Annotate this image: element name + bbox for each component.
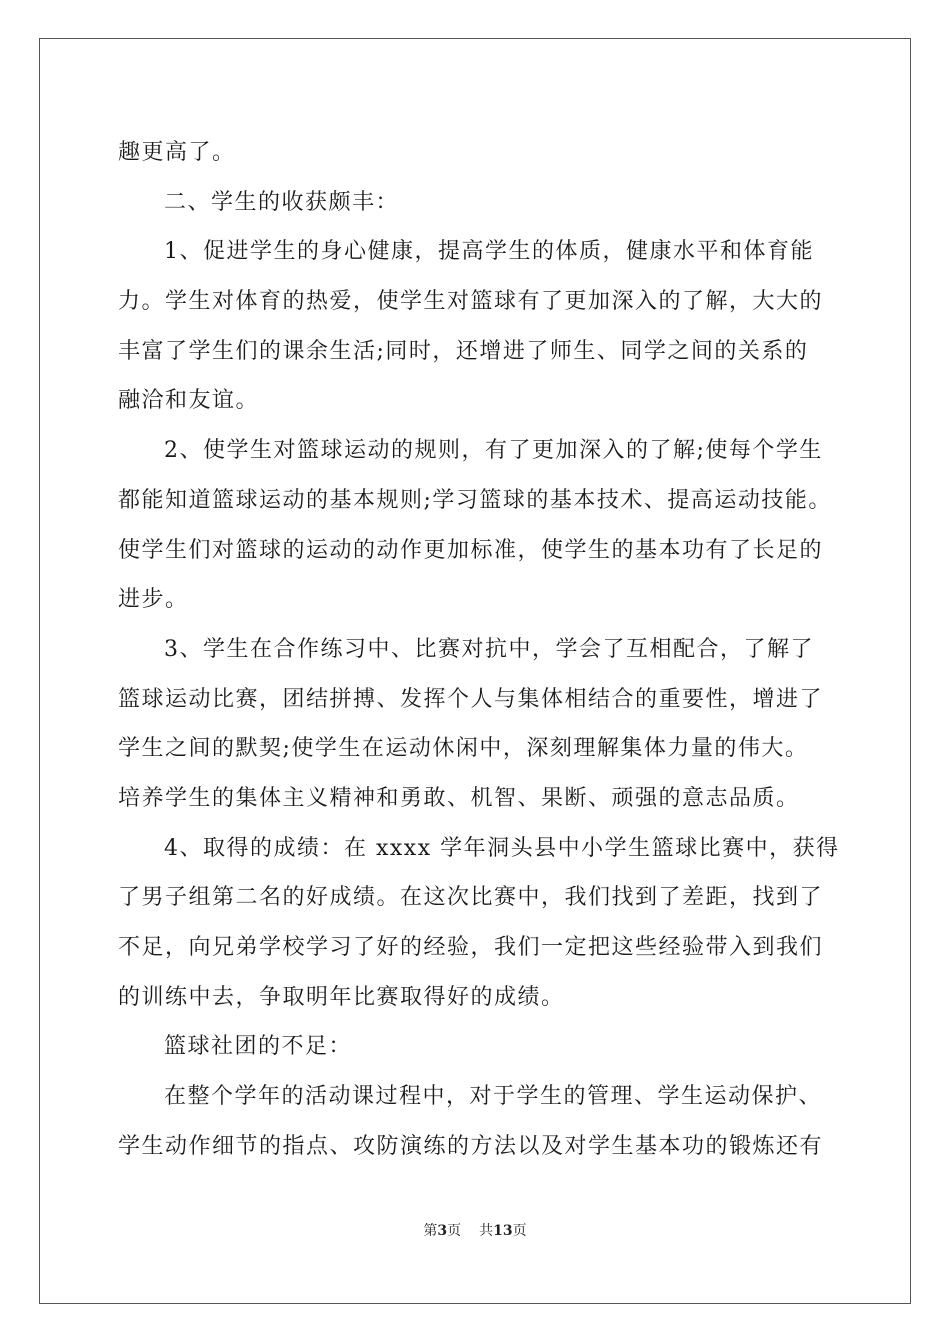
- text-line: 学生之间的默契;使学生在运动休闲中，深刻理解集体力量的伟大。: [118, 736, 809, 762]
- text-line: 的训练中去，争取明年比赛取得好的成绩。: [118, 984, 565, 1010]
- text-line: 篮球社团的不足：: [164, 1034, 353, 1060]
- text-line: 学生动作细节的指点、攻防演练的方法以及对学生基本功的锻炼还有: [118, 1133, 824, 1159]
- text-line: 都能知道篮球运动的基本规则;学习篮球的基本技术、提高运动技能。: [118, 487, 832, 513]
- text-line: 培养学生的集体主义精神和勇敢、机智、果断、顽强的意志品质。: [118, 785, 800, 811]
- page-suffix: 页: [447, 1223, 462, 1239]
- text-line: 3、学生在合作练习中、比赛对抗中，学会了互相配合，了解了: [164, 636, 814, 662]
- document-body: [118, 128, 848, 1171]
- page-prefix: 第: [423, 1223, 438, 1239]
- page-number: 3: [437, 1223, 448, 1239]
- text-line: 了男子组第二名的好成绩。在这次比赛中，我们找到了差距，找到了: [118, 885, 824, 911]
- total-suffix: 页: [512, 1223, 527, 1239]
- text-line: 融洽和友谊。: [118, 388, 260, 414]
- text-line: 趣更高了。: [118, 140, 236, 165]
- text-line: 进步。: [118, 587, 189, 613]
- text-line: 不足，向兄弟学校学习了好的经验，我们一定把这些经验带入到我们: [118, 935, 824, 960]
- text-line: 4、取得的成绩：在 xxxx 学年洞头县中小学生篮球比赛中，获得: [164, 835, 840, 861]
- text-line: 使学生们对篮球的运动的动作更加标准，使学生的基本功有了长足的: [118, 537, 824, 563]
- text-line: 力。学生对体育的热爱，使学生对篮球有了更加深入的了解，大大的: [118, 289, 824, 315]
- text-line: 2、使学生对篮球运动的规则，有了更加深入的了解;使每个学生: [164, 438, 823, 464]
- page-footer: [0, 1220, 950, 1240]
- text-line: 在整个学年的活动课过程中，对于学生的管理、学生运动保护、: [164, 1084, 823, 1110]
- text-line: 篮球运动比赛，团结拼搏、发挥个人与集体相结合的重要性，增进了: [118, 686, 824, 712]
- text-line: 1、促进学生的身心健康，提高学生的体质，健康水平和体育能: [164, 239, 814, 265]
- total-pages: 13: [493, 1223, 513, 1239]
- total-prefix: 共: [479, 1223, 494, 1239]
- text-line: 二、学生的收获颇丰：: [164, 189, 400, 215]
- text-line: 丰富了学生们的课余生活;同时，还增进了师生、同学之间的关系的: [118, 338, 809, 364]
